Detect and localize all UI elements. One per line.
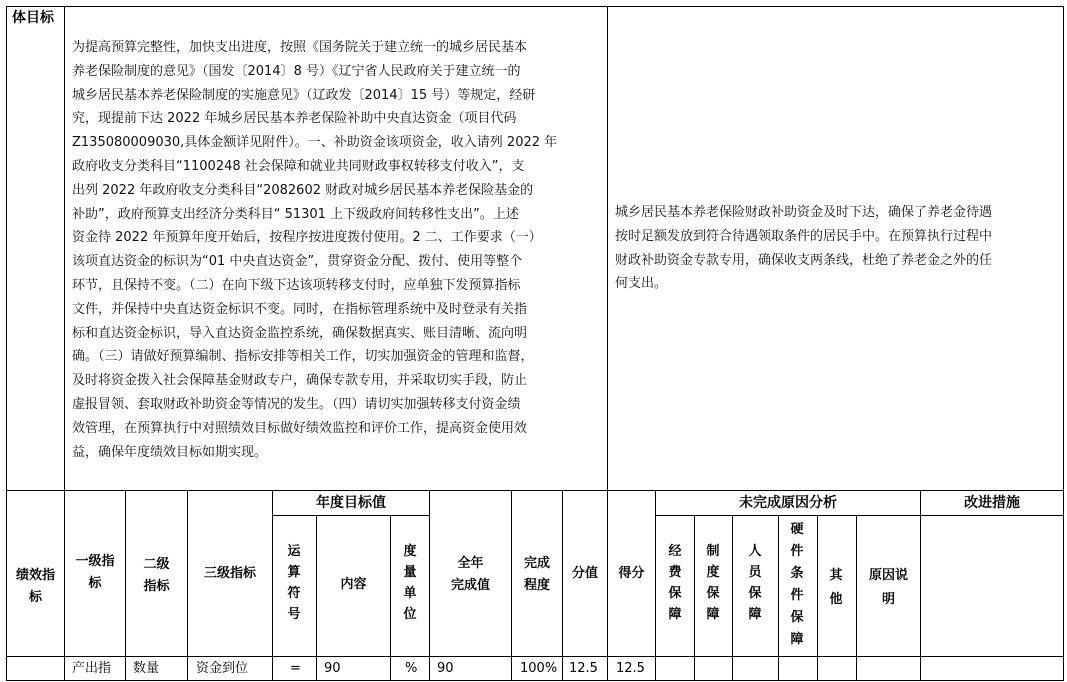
header-content: 内容 — [340, 577, 367, 592]
cell-unit: % — [405, 661, 418, 676]
header-reason-other: 其 他 — [829, 568, 843, 607]
header-unit: 度 量 单 位 — [403, 544, 417, 622]
cell-completion: 100% — [520, 661, 558, 676]
header-reason-description: 原因说 明 — [868, 568, 908, 607]
header-operator: 运 算 符 号 — [287, 544, 301, 622]
header-improvement: 改进措施 — [964, 495, 1020, 511]
cell-content: 90 — [324, 661, 341, 676]
cell-full-year: 90 — [437, 661, 454, 676]
cell-level2: 数量 — [133, 661, 160, 676]
header-score-value: 分值 — [571, 566, 598, 581]
header-level3: 三级指标 — [203, 566, 256, 581]
cell-score: 12.5 — [616, 661, 645, 676]
header-reason-funding: 经 费 保 障 — [668, 544, 682, 622]
header-level2: 二级 指标 — [143, 557, 170, 594]
result-text: 城乡居民基本养老保险财政补助资金及时下达，确保了养老金待遇 按时足额发放到符合待遇领取条件的居民手中。在预算执行过程中 财政补助资金专款专用，确保收支两条线，杜绝了养老金之外的任 何支出。 — [615, 205, 993, 292]
cell-level1: 产出指 — [72, 661, 112, 676]
header-reason-personnel: 人 员 保 障 — [748, 544, 762, 622]
header-score: 得分 — [618, 566, 645, 581]
header-reason-hardware: 硬 件 条 件 保 障 — [790, 522, 804, 647]
goal-label: 体目标 — [12, 10, 54, 26]
header-full-year: 全年 完成值 — [450, 556, 490, 593]
cell-score-value: 12.5 — [569, 661, 598, 676]
performance-indicator-label: 绩效指 标 — [15, 568, 55, 605]
header-annual-target: 年度目标值 — [316, 495, 386, 511]
header-level1: 一级指 标 — [75, 554, 115, 591]
header-reason-system: 制 度 保 障 — [706, 544, 720, 622]
header-completion: 完成 程度 — [523, 556, 550, 593]
cell-level3: 资金到位 — [196, 661, 249, 676]
header-reason-analysis: 未完成原因分析 — [739, 495, 837, 511]
cell-operator: = — [290, 661, 301, 676]
plan-text: 为提高预算完整性，加快支出进度，按照《国务院关于建立统一的城乡居民基本 养老保险制度的意见》（国发〔2014〕8 号）《辽宁省人民政府关于建立统一的 城乡居民基本养老保险制度的实施意见》（辽政发〔2014〕15 号）等规定，经研 究，现提前下达 2022 年城乡居民基本养老保险补助中央直达资金（项目代码 Z135080009030,具体金额详见附件）。一、补助资金该项资金，收入请列 2022 年 政府收支分类科目“1100248 社会保障和就业共同财政事权转移支付收入”，支 出列 2022 年政府收支分类科目“2082602 财政对城乡居民基本养老保险基金的 补助”，政府预算支出经济分类科目“ 51301 上下级政府间转移性支出”。上述 资金待 2022 年预算年度开始后，按程序按进度拨付使用。2 二、工作要求（一） 该项直达资金的标识为“01 中央直达资金”，贯穿资金分配、拨付、使用等整个 环节，且保持不变。（二）在向下级下达该项转移支付时，应单独下发预算指标 文件，并保持中央直达资金标识不变。同时，在指标管理系统中及时登录有关指 标和直达资金标识，导入直达资金监控系统，确保数据真实、账目清晰、流向明 确。（三）请做好预算编制、指标安排等相关工作，切实加强资金的管理和监督， 及时将资金拨入社会保障基金财政专户，确保专款专用，并采取切实手段，防止 虚报冒领、套取财政补助资金等情况的发生。（四）请切实加强转移支付资金绩 效管理，在预算执行中对照绩效目标做好绩效监控和评价工作，提高资金使用效 益，确保年度绩效目标如期实现。 — [72, 40, 558, 460]
